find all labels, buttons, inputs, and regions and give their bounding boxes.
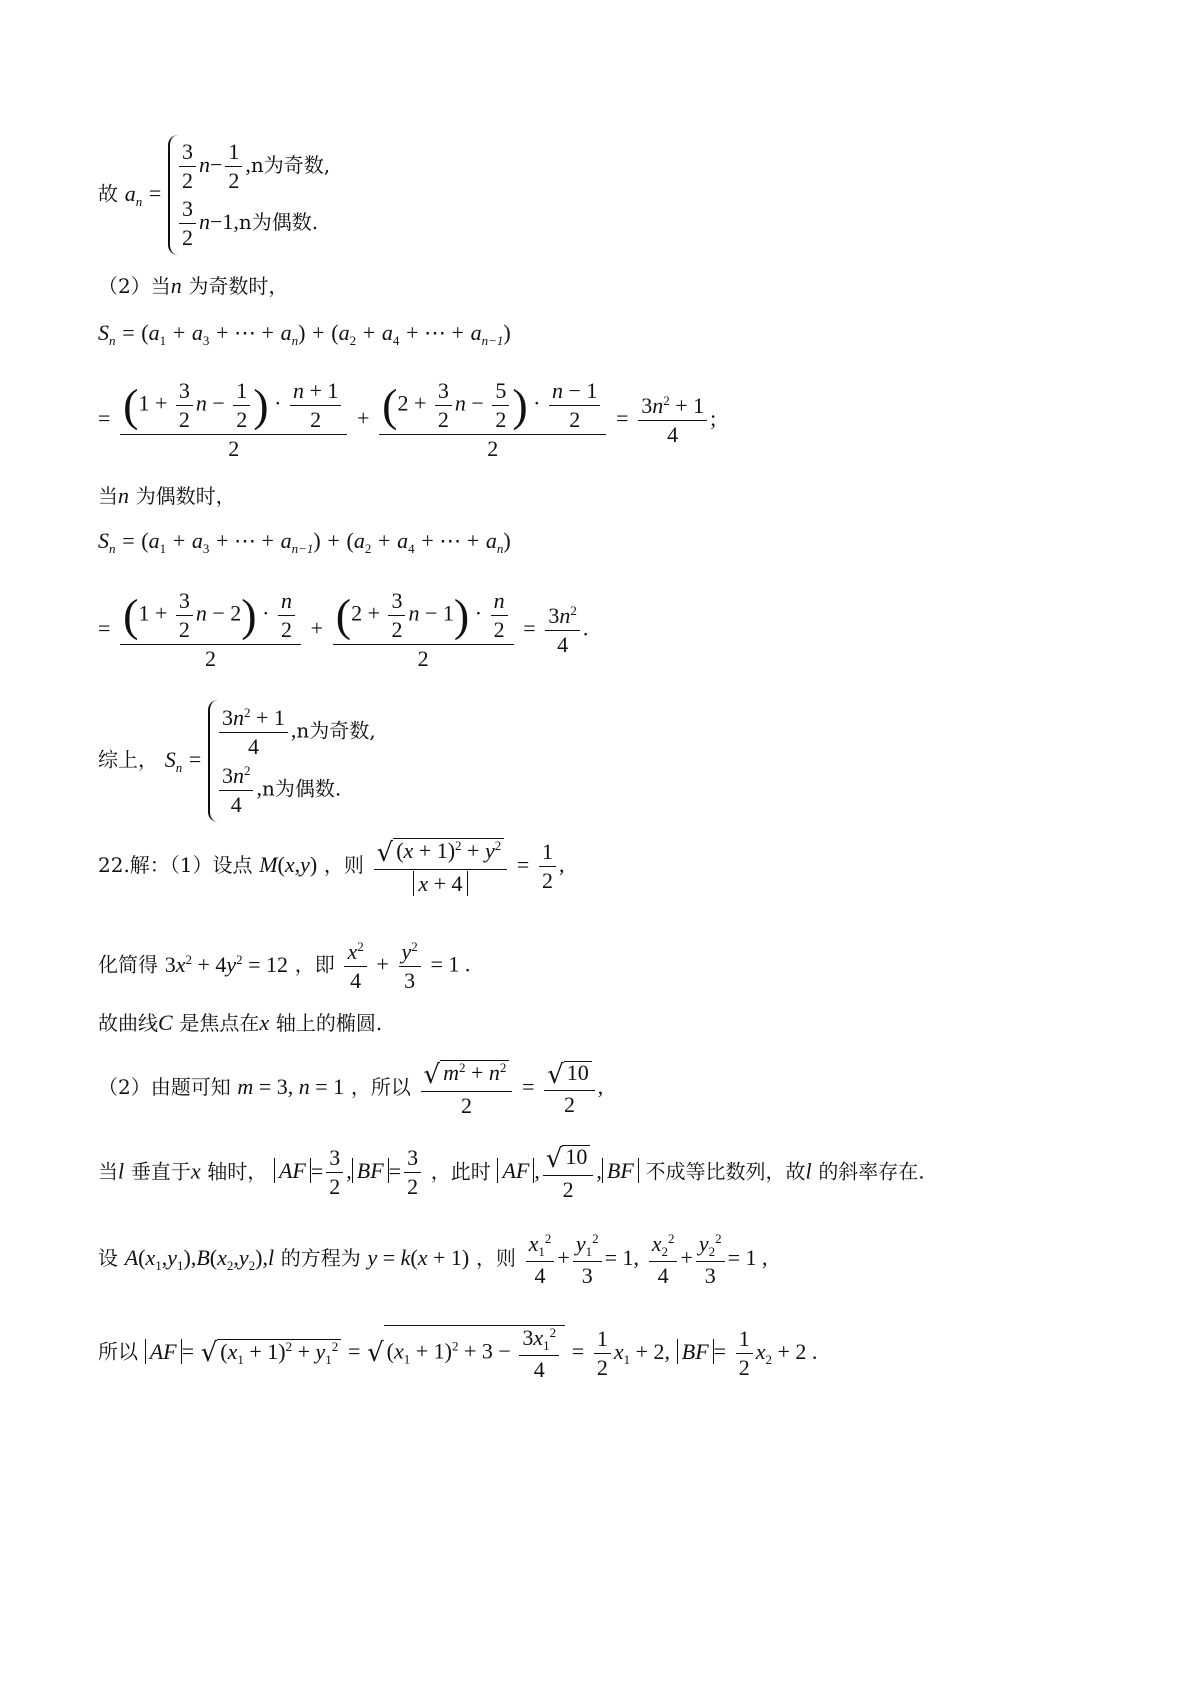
simplify-line: 化简得 $3x^2 + 4y^2 = 12$ ，即 $\frac{x^2}{4}$ + $\frac{y^2}{3}$ = 1 . xyxy=(98,939,471,993)
sn-odd-eval: = (1 + $\frac{3}{2}$ n − $\frac{1}{2}$ ) · $\frac{n + 1}{2}$ 2 + (2 + $\frac{3}{2}$ n − $\frac{5}{2}$ ) · $\frac{n - 1}{2}$ 2 = $\frac{3n^2 + 1}{4}$ ; xyxy=(98,378,717,461)
curve-line: 故曲线C 是焦点在x 轴上的椭圆. xyxy=(98,1010,383,1035)
an-cases: 故 $a_n$ = $\frac{3}{2}$ n− $\frac{1}{2}$ ,n为奇数, $\frac{3}{2}$ n−1,n为偶数. xyxy=(98,135,330,255)
perp-line: 当l 垂直于x 轴时， AF = $\frac{3}{2}$ , BF = $\frac{3}{2}$ ，此时 AF , $\frac{√ 10}{2}$ , BF 不成等比数列，故l 的斜率存在. xyxy=(98,1143,925,1202)
summary-cases: $\frac{3n^2 + 1}{4}$ ,n为奇数, $\frac{3n^2}{4}$ ,n为偶数. xyxy=(208,700,376,822)
text-gu: 故 xyxy=(98,181,118,206)
sn-even-sum: $S_n = (a_1 + a_3$ + ⋯ + $a_{n-1}) + (a_2 + a_4$ + ⋯ + $a_n$) xyxy=(98,528,511,556)
sn-even-eval: = (1 + $\frac{3}{2}$ n − 2) · $\frac{n}{2}$ 2 + (2 + $\frac{3}{2}$ n − 1) · $\frac{n}{2}$ 2 = $\frac{3n^2}{4}$ . xyxy=(98,588,589,671)
set-line: 设 $A(x_1,y_1),B(x_2,y_2),l$ 的方程为 y = k(x + 1) ，则 $\frac{x_1^2}{4}$ + $\frac{y_1^2}{3}$ = 1, $\frac{x_2^2}{4}$ + $\frac{y_2^2}{3}$ = 1 , xyxy=(98,1231,768,1288)
sn-odd-sum: $S_n = (a_1 + a_3$ + ⋯ + $a_n) + (a_2 + a_4$ + ⋯ + $a_{n-1}$) xyxy=(98,320,511,348)
q22-line1: 22.解：（1）设点 M(x,y) ，则 $\frac{√ (x + 1)^2 + y^2}{x + 4}$ = $\frac{1}{2}$ , xyxy=(98,837,565,896)
p2-line: （2）由题可知 m = 3, n = 1 ，所以 $\frac{√ m^2 + n^2}{2}$ = $\frac{√ 10}{2}$ , xyxy=(98,1059,604,1118)
so-line: 所以 AF = √ $(x_1 + 1)^2 + y_1^2$ = √ $(x_1 + 1)^2 + 3$ − $\frac{3x_1^2}{4}$ = $\frac{1}{2}$ $x_1 + 2$, BF = $\frac{1}{2}$ $x_2 + 2$ . xyxy=(98,1325,818,1382)
sn-summary: 综上， $S_n$ = $\frac{3n^2 + 1}{4}$ ,n为奇数, $\frac{3n^2}{4}$ ,n为偶数. xyxy=(98,700,376,822)
part2-odd-heading: （2）当n 为奇数时， xyxy=(98,273,289,298)
cases-brace: $\frac{3}{2}$ n− $\frac{1}{2}$ ,n为奇数, $\frac{3}{2}$ n−1,n为偶数. xyxy=(168,135,330,255)
part2-even-heading: 当n 为偶数时， xyxy=(98,483,236,508)
